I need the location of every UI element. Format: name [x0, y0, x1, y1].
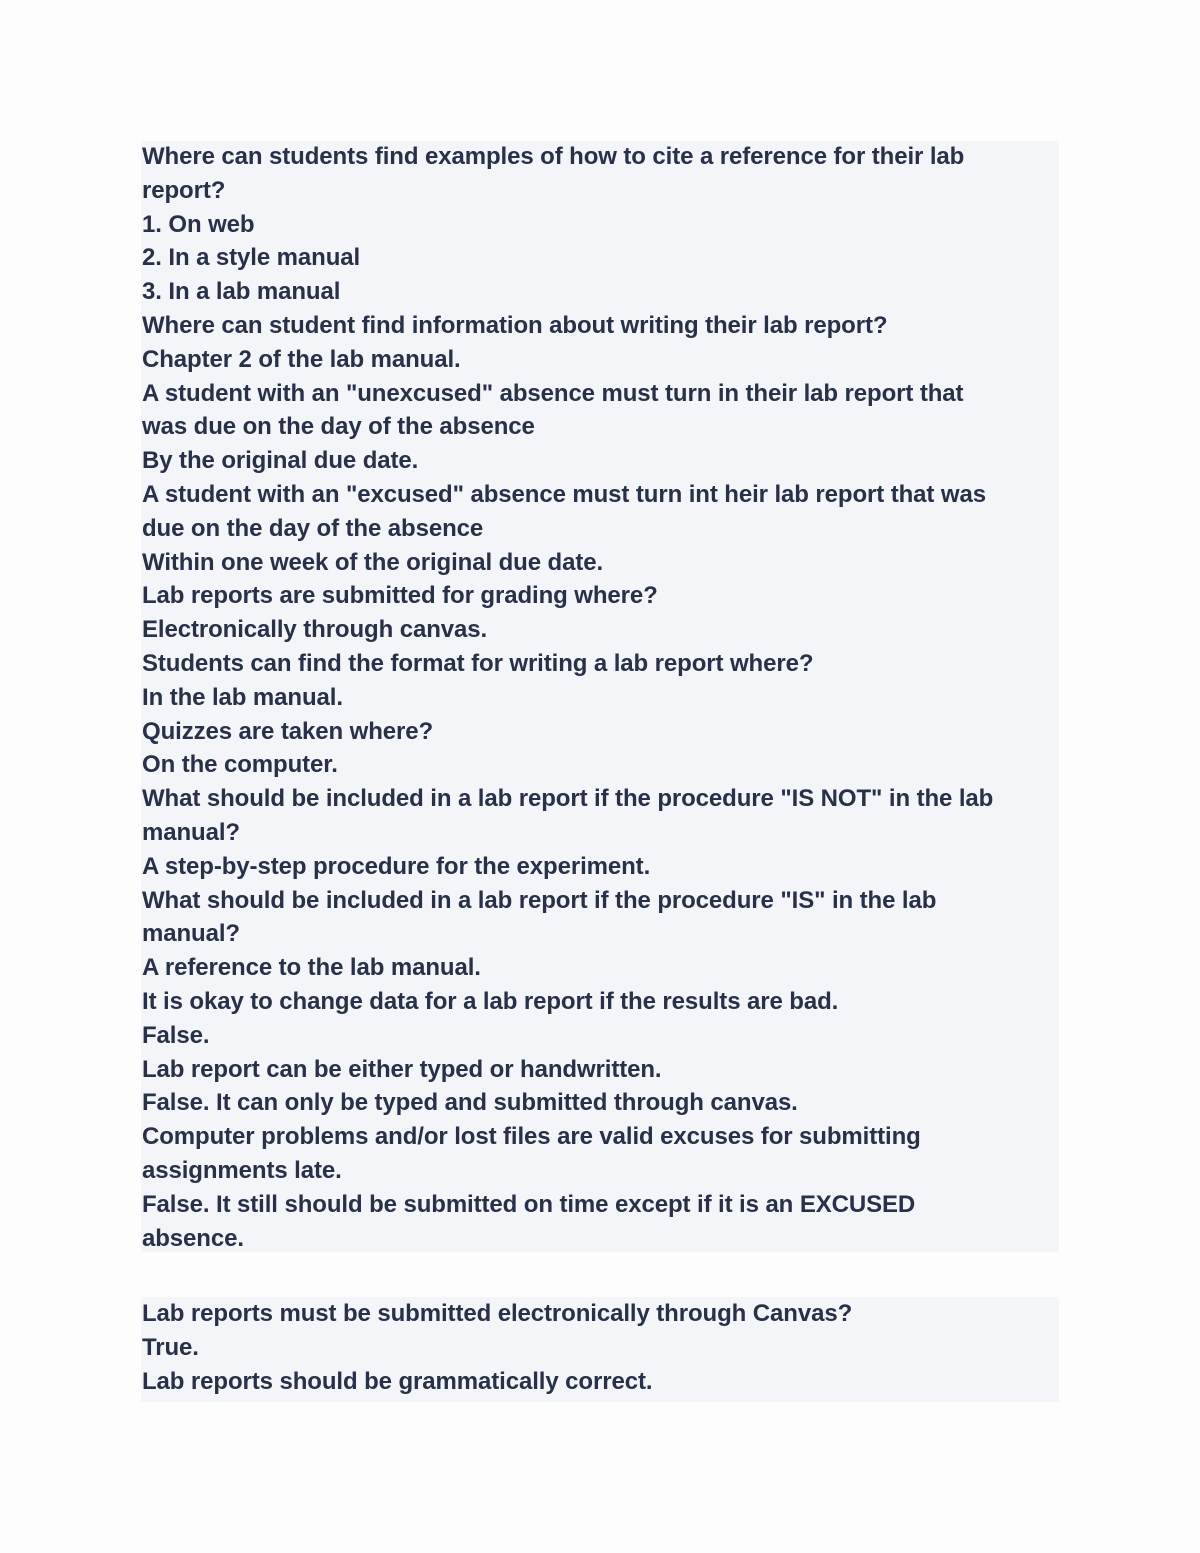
- text-line: What should be included in a lab report if the procedure "IS NOT" in the lab: [142, 785, 994, 813]
- text-line: assignments late.: [142, 1156, 342, 1184]
- text-line: Computer problems and/or lost files are valid excuses for submitting: [142, 1123, 921, 1151]
- text-line: On the computer.: [142, 751, 338, 779]
- text-line: Students can find the format for writing a lab report where?: [142, 649, 814, 677]
- text-block-1-lines: [142, 140, 993, 1255]
- text-line: What should be included in a lab report if the procedure "IS" in the lab: [142, 886, 937, 914]
- text-line: report?: [142, 176, 226, 204]
- text-line: A reference to the lab manual.: [142, 954, 481, 982]
- text-line: True.: [142, 1333, 199, 1361]
- text-line: Where can students find examples of how to cite a reference for their lab: [142, 143, 965, 170]
- text-block-2: [141, 1297, 1059, 1402]
- text-line: In the lab manual.: [142, 683, 343, 711]
- text-line: A student with an "unexcused" absence must turn in their lab report that: [142, 379, 964, 407]
- text-line: due on the day of the absence: [142, 514, 484, 542]
- text-line: Lab reports must be submitted electronically through Canvas?: [142, 1300, 853, 1327]
- text-line: 3. In a lab manual: [142, 278, 341, 306]
- text-line: Within one week of the original due date.: [142, 548, 604, 576]
- text-line: By the original due date.: [142, 447, 419, 475]
- text-line: False. It can only be typed and submitted through canvas.: [142, 1089, 798, 1117]
- text-line: was due on the day of the absence: [142, 413, 535, 441]
- text-line: Lab report can be either typed or handwritten.: [142, 1055, 662, 1083]
- text-line: 1. On web: [142, 210, 255, 238]
- text-line: False.: [142, 1021, 210, 1049]
- text-line: False. It still should be submitted on time except if it is an EXCUSED: [142, 1190, 916, 1218]
- text-line: 2. In a style manual: [142, 244, 361, 272]
- text-line: Chapter 2 of the lab manual.: [142, 345, 461, 373]
- text-line: Where can student find information about writing their lab report?: [142, 311, 888, 339]
- text-block-2-lines: [142, 1297, 852, 1398]
- text-line: Lab reports should be grammatically correct.: [142, 1367, 653, 1395]
- text-line: Quizzes are taken where?: [142, 717, 434, 745]
- text-line: A step-by-step procedure for the experiment.: [142, 852, 651, 880]
- text-block-1: [141, 141, 1059, 1252]
- text-line: A student with an "excused" absence must turn int heir lab report that was: [142, 480, 986, 508]
- text-line: It is okay to change data for a lab report if the results are bad.: [142, 987, 839, 1015]
- text-line: absence.: [142, 1224, 244, 1252]
- text-line: manual?: [142, 818, 240, 846]
- text-line: Electronically through canvas.: [142, 616, 488, 644]
- text-line: manual?: [142, 920, 240, 948]
- text-line: Lab reports are submitted for grading where?: [142, 582, 658, 610]
